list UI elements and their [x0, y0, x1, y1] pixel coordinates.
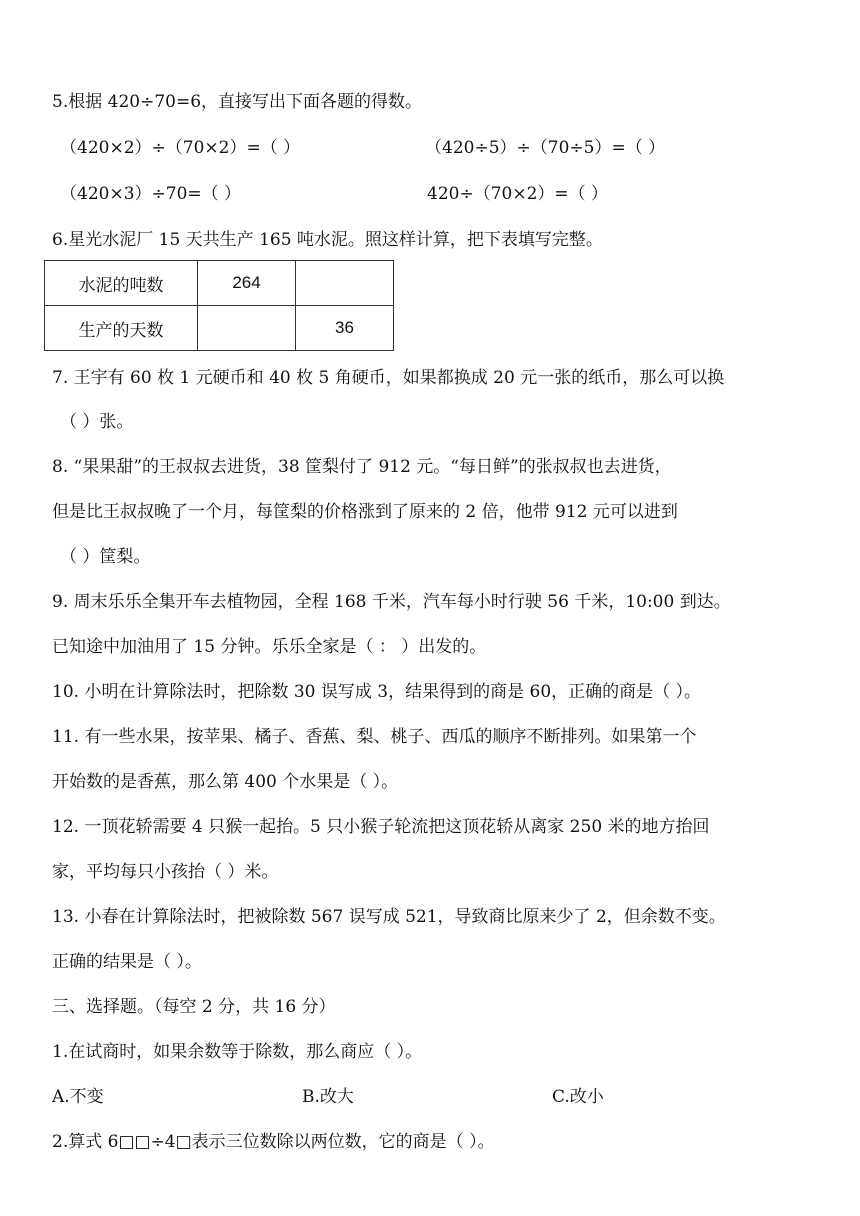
q5-item-b: （420÷5）÷（70÷5）=（ ） — [425, 138, 666, 158]
choice1-question: 1.在试商时，如果余数等于除数，那么商应（ ）。 — [52, 1042, 423, 1062]
choice2-question: 2.算式 6□□÷4□表示三位数除以两位数，它的商是（ ）。 — [52, 1132, 495, 1152]
q5-item-c: （420×3）÷70=（ ） — [60, 184, 242, 204]
q12-line1: 12. 一顶花轿需要 4 只猴一起抬。5 只小猴子轮流把这顶花轿从离家 250 米的地方抬回 — [52, 817, 710, 837]
q5-item-d: 420÷（70×2）=（ ） — [427, 184, 609, 204]
q5-item-a: （420×2）÷（70×2）=（ ） — [60, 138, 301, 158]
choice1-option-a: A.不变 — [52, 1087, 104, 1107]
table-cell: 264 — [198, 261, 296, 306]
table-cell-blank — [296, 261, 394, 306]
table-cell: 36 — [296, 306, 394, 351]
q9-line1: 9. 周末乐乐全集开车去植物园，全程 168 千米，汽车每小时行驶 56 千米，10:00 到达。 — [52, 592, 731, 612]
table-header-days: 生产的天数 — [45, 306, 198, 351]
q12-line2: 家，平均每只小孩抬（ ）米。 — [52, 862, 279, 882]
q7-line1: 7. 王宇有 60 枚 1 元硬币和 40 枚 5 角硬币，如果都换成 20 元一张的纸币，那么可以换 — [52, 368, 725, 388]
section3-title: 三、选择题。（每空 2 分，共 16 分） — [52, 997, 336, 1017]
choice1-option-c: C.改小 — [552, 1087, 604, 1107]
table-row — [45, 306, 394, 351]
q10-line1: 10. 小明在计算除法时，把除数 30 误写成 3，结果得到的商是 60，正确的商是（ ）。 — [52, 682, 702, 702]
table-header-tons: 水泥的吨数 — [45, 261, 198, 306]
table-row — [45, 261, 394, 306]
q5-title: 5.根据 420÷70=6，直接写出下面各题的得数。 — [52, 92, 423, 112]
q7-line2: （ ）张。 — [60, 412, 134, 432]
q8-line1: 8. “果果甜”的王叔叔去进货，38 筐梨付了 912 元。“每日鲜”的张叔叔也去进货， — [52, 457, 672, 477]
q8-line3: （ ）筐梨。 — [60, 547, 151, 567]
table-cell-blank — [198, 306, 296, 351]
q8-line2: 但是比王叔叔晚了一个月，每筐梨的价格涨到了原来的 2 倍，他带 912 元可以进到 — [52, 502, 678, 522]
q9-line2: 已知途中加油用了 15 分钟。乐乐全家是（ ： ）出发的。 — [52, 637, 487, 657]
q11-line1: 11. 有一些水果，按苹果、橘子、香蕉、梨、桃子、西瓜的顺序不断排列。如果第一个 — [52, 727, 697, 747]
q13-line2: 正确的结果是（ ）。 — [52, 952, 202, 972]
q11-line2: 开始数的是香蕉，那么第 400 个水果是（ ）。 — [52, 772, 399, 792]
q13-line1: 13. 小春在计算除法时，把被除数 567 误写成 521，导致商比原来少了 2，但余数不变。 — [52, 907, 726, 927]
choice1-option-b: B.改大 — [302, 1087, 354, 1107]
q6-title: 6.星光水泥厂 15 天共生产 165 吨水泥。照这样计算，把下表填写完整。 — [52, 230, 603, 250]
q6-table — [44, 260, 394, 351]
